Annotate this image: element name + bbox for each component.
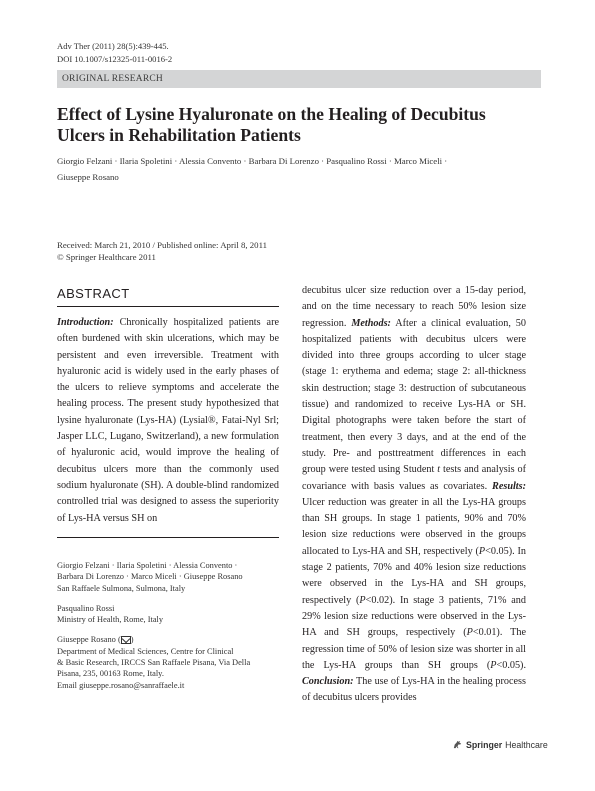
- abstract-left-column: [57, 315, 279, 527]
- results-label: Results:: [492, 480, 526, 492]
- conclusion-label: Conclusion:: [302, 676, 354, 688]
- affiliations: [57, 560, 279, 700]
- copyright: © Springer Healthcare 2011: [57, 251, 156, 262]
- abstract-heading: ABSTRACT: [57, 286, 130, 301]
- abstract-rule: [57, 306, 279, 307]
- mail-icon[interactable]: [121, 636, 131, 644]
- intro-text: Chronically hospitalized patients are often burdened with skin ulcerations, which may be persistent and even irreversible. Treatment with hyaluronic acid is widely used in the early phases of the ulcers to relieve symptoms and accelerate the healing process. The present study hypothesized that lysine hyaluronate (Lys-HA) (Lysial®, Fatai-Nyl Srl; Jasper LLC, Lugano, Switzerland), a new formulation of hyaluronic acid, would improve the healing of decubitus ulcers more than the commonly used sodium hyaluronate (SH). A double-blind randomized controlled trial was designed to assess the superiority of Lys-HA versus SH on: [57, 317, 279, 524]
- intro-label: Introduction:: [57, 317, 114, 328]
- publisher-logo: [452, 739, 548, 750]
- title-line-2: Ulcers in Rehabilitation Patients: [57, 125, 301, 145]
- publication-dates: [57, 240, 267, 263]
- citation: Adv Ther (2011) 28(5):439-445.: [57, 41, 169, 51]
- section-label: ORIGINAL RESEARCH: [62, 74, 163, 84]
- received-date: Received: March 21, 2010 / Published online: April 8, 2011: [57, 240, 268, 250]
- article-title: [57, 104, 541, 146]
- author-list: [57, 154, 541, 185]
- journal-meta: [57, 40, 172, 65]
- publisher-name: Springer: [466, 739, 503, 750]
- title-line-1: Effect of Lysine Hyaluronate on the Healing of Decubitus: [57, 104, 486, 124]
- affiliation-2: Pasqualino Rossi Ministry of Health, Rome, Italy: [57, 603, 164, 625]
- doi: DOI 10.1007/s12325-011-0016-2: [57, 53, 173, 64]
- methods-label: Methods:: [351, 317, 391, 329]
- affiliation-3: Giuseppe Rosano ( ) Department of Medical Sciences, Centre for Clinical & Basic Research, IRCCS San Raffaele Pisana, Via Della Pisana, 235, 00163 Rome, Italy. Email giuseppe.rosano@sanraffaele.it: [57, 635, 251, 690]
- email-link[interactable]: Email giuseppe.rosano@sanraffaele.it: [57, 680, 185, 690]
- springer-horse-icon: [452, 739, 463, 750]
- authors-line-2: Giuseppe Rosano: [57, 171, 119, 182]
- affiliation-1: Giorgio Felzani · Ilaria Spoletini · Alessia Convento · Barbara Di Lorenzo · Marco Miceli · Giuseppe Rosano San Raffaele Sulmona, Sulmona, Italy: [57, 561, 243, 593]
- affiliation-rule: [57, 537, 279, 538]
- authors-line-1: Giorgio Felzani · Ilaria Spoletini · Alessia Convento · Barbara Di Lorenzo · Pasqualino Rossi · Marco Miceli ·: [57, 156, 448, 166]
- abstract-right-column: decubitus ulcer size reduction over a 15-day period, and on the time necessary to reach 50% lesion size regression. Methods: After a clinical evaluation, 50 hospitalized patients with decubitus ulcers were divided into three groups according to ulcer stage (stage 1: erythema and edema; stage 2: all-thickness skin destruction; stage 3: destruction of subcutaneous tissue) and randomized to receive Lys-HA or SH. Digital photographs were taken before the start of treatment, then every 3 days, and at the end of the study. Pre- and posttreatment differences in each group were tested using Student t tests and analysis of covariance with basis values as covariates. Results: Ulcer reduction was greater in all the Lys-HA groups than SH groups. In stage 1 patients, 90% and 70% lesion size reductions were observed in the groups allocated to Lys-HA and SH, respectively (P<0.05). In stage 2 patients, 70% and 40% lesion size reductions were observed in the Lys-HA and SH groups, respectively (P<0.02). In stage 3 patients, 71% and 29% lesion size reductions were observed in the Lys-HA and SH groups, respectively (P<0.01). The regression time of 50% of lesion size was shorter in all the Lys-HA groups than SH groups (P<0.05). Conclusion: The use of Lys-HA in the healing process of decubitus ulcers provides: [302, 285, 527, 704]
- publisher-suffix: Healthcare: [505, 739, 548, 750]
- section-band: [57, 70, 541, 88]
